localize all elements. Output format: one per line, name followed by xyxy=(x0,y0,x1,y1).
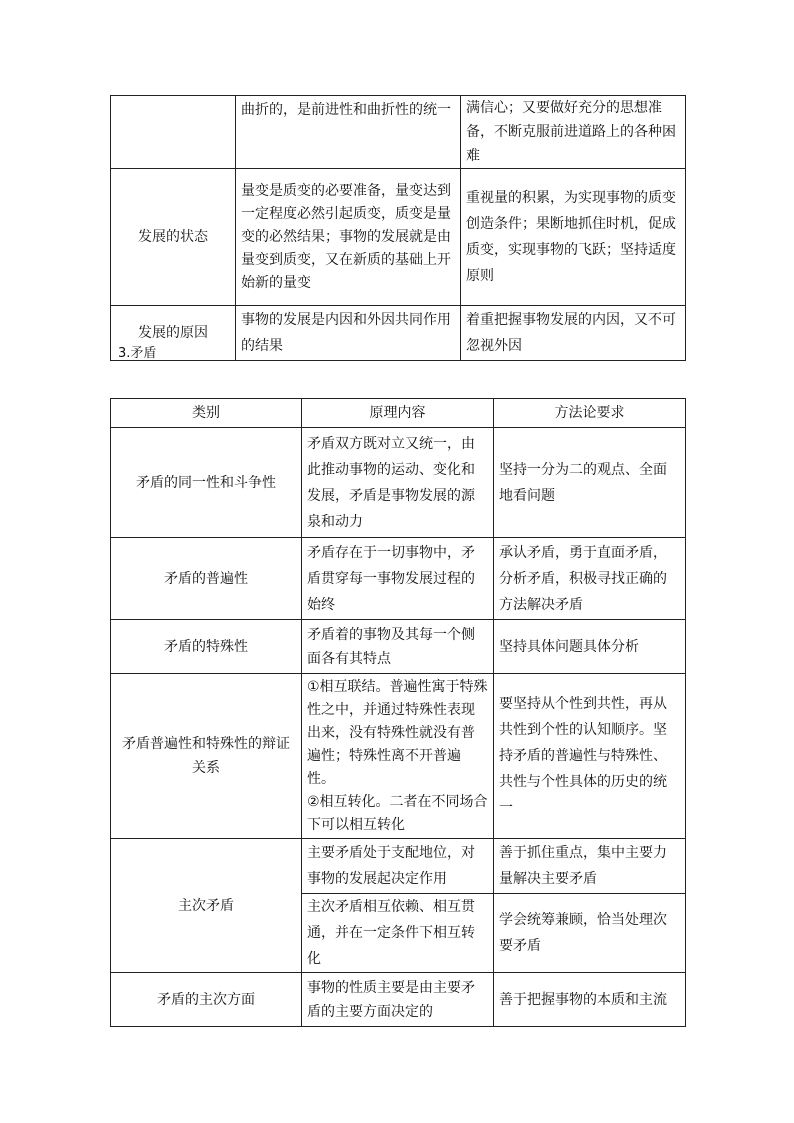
column-header-method: 方法论要求 xyxy=(494,399,686,428)
row-label: 发展的状态 xyxy=(111,169,236,306)
principle-cell: 主要矛盾处于支配地位，对事物的发展起决定作用 xyxy=(302,839,494,894)
contradiction-table xyxy=(110,398,686,1027)
column-header-principle: 原理内容 xyxy=(302,399,494,428)
principle-cell: 矛盾存在于一切事物中，矛盾贯穿每一事物发展过程的始终 xyxy=(302,538,494,620)
table-row xyxy=(111,306,686,361)
principle-cell: 曲折的，是前进性和曲折性的统一 xyxy=(236,96,461,169)
principle-cell: 事物的性质主要是由主要矛盾的主要方面决定的 xyxy=(302,973,494,1027)
method-cell: 着重把握事物发展的内因，又不可忽视外因 xyxy=(461,306,686,361)
development-table xyxy=(110,95,686,361)
method-cell: 要坚持从个性到共性，再从共性到个性的认知顺序。坚持矛盾的普遍性与特殊性、共性与个性具体的历史的统一 xyxy=(494,674,686,839)
row-label: 发展的原因 xyxy=(111,306,236,361)
principle-cell: 矛盾双方既对立又统一，由此推动事物的运动、变化和发展，矛盾是事物发展的源泉和动力 xyxy=(302,428,494,538)
principle-cell xyxy=(302,674,494,839)
method-cell: 坚持具体问题具体分析 xyxy=(494,620,686,674)
principle-cell: 主次矛盾相互依赖、相互贯通，并在一定条件下相互转化 xyxy=(302,894,494,973)
table-row xyxy=(111,973,686,1027)
method-cell: 善于抓住重点，集中主要力量解决主要矛盾 xyxy=(494,839,686,894)
method-cell: 满信心；又要做好充分的思想准备，不断克服前进道路上的各种困难 xyxy=(461,96,686,169)
category-cell: 矛盾普遍性和特殊性的辩证关系 xyxy=(111,674,302,839)
principle-cell: 矛盾着的事物及其每一个侧面各有其特点 xyxy=(302,620,494,674)
section-heading: 3.矛盾 xyxy=(118,346,157,361)
category-cell: 矛盾的主次方面 xyxy=(111,973,302,1027)
table-row xyxy=(111,620,686,674)
method-cell: 学会统筹兼顾，恰当处理次要矛盾 xyxy=(494,894,686,973)
table-row xyxy=(111,169,686,306)
column-header-category: 类别 xyxy=(111,399,302,428)
row-label xyxy=(111,96,236,169)
principle-cell: 事物的发展是内因和外因共同作用的结果 xyxy=(236,306,461,361)
table-row xyxy=(111,538,686,620)
method-cell: 重视量的积累，为实现事物的质变创造条件；果断地抓住时机，促成质变，实现事物的飞跃；坚持适度原则 xyxy=(461,169,686,306)
category-cell: 主次矛盾 xyxy=(111,839,302,973)
principle-point-2: ②相互转化。二者在不同场合下可以相互转化 xyxy=(307,793,488,833)
category-cell: 矛盾的同一性和斗争性 xyxy=(111,428,302,538)
table-row xyxy=(111,674,686,839)
method-cell: 善于把握事物的本质和主流 xyxy=(494,973,686,1027)
method-cell: 坚持一分为二的观点、全面地看问题 xyxy=(494,428,686,538)
table-header-row xyxy=(111,399,686,428)
principle-point-1: ①相互联结。普遍性寓于特殊性之中，并通过特殊性表现出来，没有特殊性就没有普遍性；特殊性离不开普遍性。 xyxy=(307,678,488,787)
principle-cell: 量变是质变的必要准备，量变达到一定程度必然引起质变，质变是量变的必然结果；事物的发展就是由量变到质变，又在新质的基础上开始新的量变 xyxy=(236,169,461,306)
table-row xyxy=(111,428,686,538)
table-row xyxy=(111,839,686,894)
category-cell: 矛盾的普遍性 xyxy=(111,538,302,620)
category-cell: 矛盾的特殊性 xyxy=(111,620,302,674)
method-cell: 承认矛盾，勇于直面矛盾，分析矛盾，积极寻找正确的方法解决矛盾 xyxy=(494,538,686,620)
table-row xyxy=(111,96,686,169)
